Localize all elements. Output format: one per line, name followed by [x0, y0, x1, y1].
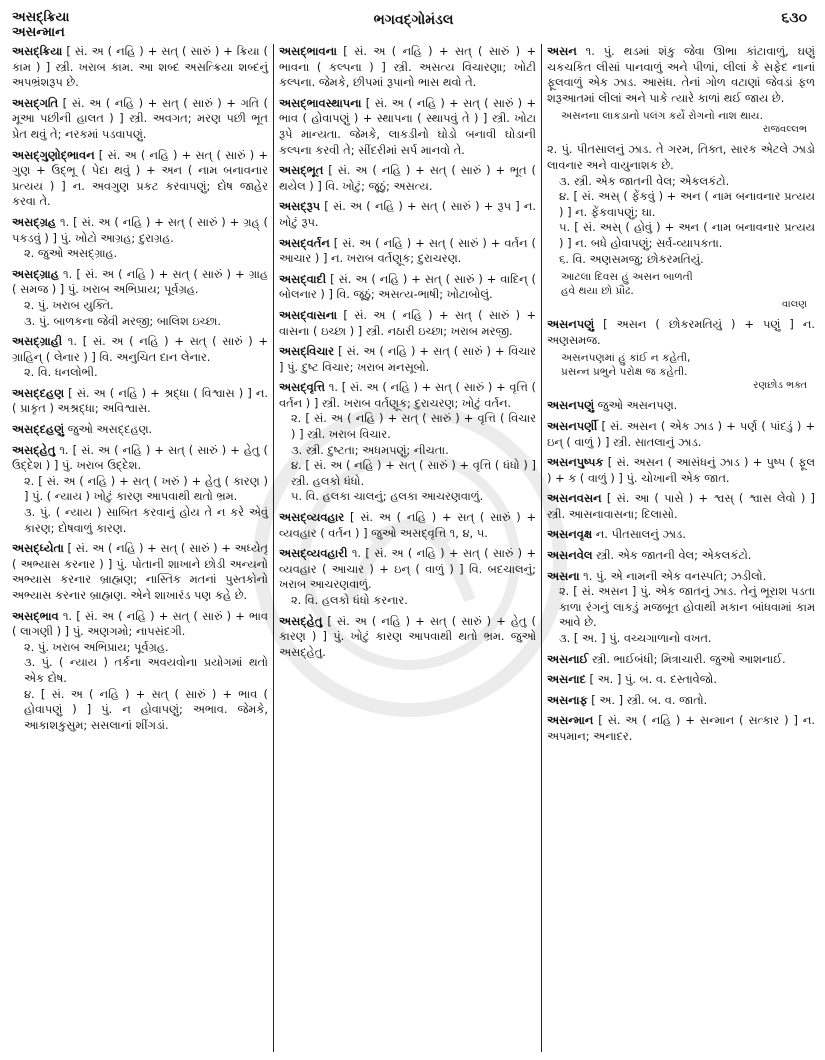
- entry-headword: અસના: [547, 568, 580, 583]
- entry-headword: અસદ્‌દહણું: [12, 422, 65, 437]
- entry-headword: અસદ્‌વર્તન: [279, 235, 330, 250]
- entry-sense: ૫. વિ. હલકા ચાલનું; હલકા આચરણવાળું.: [291, 489, 484, 504]
- entry-sense: ૨. પું. ખરાબ યુક્તિ.: [24, 297, 114, 312]
- column-3: [542, 44, 815, 1052]
- entry-definition: ૧. પું. એ નામની એક વનસ્પતિ; ઝડીલો.: [579, 568, 767, 583]
- entry-sense: ૩. [ અ. ] પું. વચ્ચગાળાનો વખત.: [559, 631, 712, 646]
- quotation-line: અસનપણમાં હું કાંઈ ન કહેતી,: [561, 352, 691, 365]
- page-header: [12, 6, 815, 40]
- entry-definition: ૧. પું. થડમાં શંકુ જેવા ઊભા કાંટાવાળું, ઘણું ચકચકિત લીસાં પાનવાળું અને પીળાં, લીલાં કે સફેદ નાનાં ફૂલવાળું એક ઝાડ. આસંધ. તેનાં ગોળ વટાણાં જેવડાં ફળ શરૂઆતમાં લીલાં અને પાકે ત્યારે કાળાં થઈ જાય છે.: [547, 44, 815, 105]
- entry-sense: ૨. જુઓ અસદ્‌ગ્રાહ.: [24, 246, 118, 261]
- entry-definition: [ સં. અ ( નહિ ) + સત્ ( સારું ) + રૂપ ] ન. ખોટું રૂપ.: [279, 199, 536, 229]
- dictionary-entry: [12, 44, 268, 91]
- entry-headword: અસદ્‌હેતુ: [279, 613, 323, 628]
- entry-headword: અસદ્‌દહણ: [12, 385, 65, 400]
- dictionary-entry: [547, 455, 815, 486]
- entry-sense: ૩. પું. ( ન્યાય ) તર્કના અવયવોના પ્રયોગમાં થતો એક દોષ.: [24, 655, 268, 685]
- dictionary-entry: [547, 672, 815, 688]
- dictionary-entry: [279, 44, 536, 91]
- entry-sense: ૨. વિ. હલકો ધંધો કરનાર.: [291, 593, 408, 607]
- entry-headword: અસદ્‌વાદી: [279, 271, 327, 286]
- quotation-line: અસનના લાકડાનો પલંગ કર્યે રોગનો નાશ થાય.: [561, 110, 763, 123]
- entry-headword: અસદ્‌વ્યવહાર: [279, 510, 345, 525]
- entry-definition: [ સં. અ ( નહિ ) + સત્ ( સારું ) + ભાવ ( હોવાપણું ) + સ્થાપના ( સ્થાપવું તે ) ] સ્ત્રી. ખોટા રૂપે માન્યતા. જેમકે, લાકડીનો ઘોડો બનાવી ઘોડાની કલ્પના કરવી તે; સીંદરીમાં સર્પ માનવો તે.: [279, 95, 536, 157]
- entry-definition: [ સં. અ ( નહિ ) + સત્ ( સારું ) + વર્તન ( આચાર ) ] ન. ખરાબ વર્તણૂક; દુરાચરણ.: [279, 235, 536, 266]
- dictionary-entry: [547, 713, 815, 744]
- guide-word-last: અસન્માન: [12, 25, 65, 40]
- dictionary-entry: [12, 267, 268, 329]
- dictionary-entry: [12, 541, 268, 603]
- entry-headword: અસન્માન: [547, 713, 594, 728]
- entry-definition: ૧. [ સં. અ ( નહિ ) + સત્ ( સારું ) + ગ્રાહિન્ ( લેનાર ) ] વિ. અનુચિત દાન લેનાર.: [12, 334, 268, 364]
- quotation-source: રણછોડ ભક્ત: [753, 380, 807, 392]
- entry-definition: [ સં. અ ( નહિ ) + સત્ ( સારું ) + વ્યવહાર ( વર્તન ) ] જુઓ અસદ્‌વૃત્તિ ૧, ૪, ૫.: [279, 510, 536, 540]
- entry-sense: ૩. સ્ત્રી. એક જાતની વેલ; એકલકંટો.: [559, 173, 730, 188]
- entry-headword: અસનવસન: [547, 491, 602, 506]
- dictionary-entry: [547, 693, 815, 709]
- column-1: [12, 44, 274, 1052]
- dictionary-entry: [12, 422, 268, 438]
- dictionary-entry: [547, 652, 815, 668]
- dictionary-entry: [279, 272, 536, 303]
- dictionary-entry: [547, 569, 815, 647]
- dictionary-entry: [547, 317, 815, 348]
- entry-headword: અસદ્‌વિચાર: [279, 344, 335, 359]
- entry-definition: ન. પીતસાલનું ઝાડ.: [592, 527, 686, 542]
- entry-headword: અસદ્‌ગ્રહ: [12, 214, 57, 229]
- entry-definition: [ સં. અ ( નહિ ) + સત્ ( સારું ) + વાસના ( ઇચ્છા ) ] સ્ત્રી. નઠારી ઇચ્છા; ખરાબ મરજી.: [279, 307, 536, 338]
- dictionary-title: ભગવદ્‌ગોમંડલ: [373, 12, 454, 28]
- entry-sense: ૨. વિ. ધનલોભી.: [24, 365, 98, 380]
- entry-definition: [ સં. અ ( નહિ ) + સત્ ( સારું ) + ભૂત ( થયેલ ) ] વિ. ખોટું; જૂઠું; અસત્ય.: [279, 163, 536, 193]
- entry-definition: સ્ત્રી. ભાઈબંધી; મિત્રાચારી. જુઓ આશનાઈ.: [588, 651, 786, 666]
- dictionary-entry: [12, 609, 268, 734]
- entry-sense: ૩. પું. ( ન્યાય ) સાબિત કરવાનું હોય તે ન કરે એવું કારણ; દોષવાળું કારણ.: [24, 505, 268, 535]
- entry-definition: ૧. [ સં. અ ( નહિ ) + સત્ ( સારું ) + હેતુ ( ઉદ્દેશ ) ] પું. ખરાબ ઉદ્દેશ.: [12, 442, 268, 473]
- entry-sense: ૪. [ સં. અસ્ ( ફેંકવું ) + અન ( નામ બનાવનાર પ્રત્યય ) ] ન. ફેંકવાપણું; ઘા.: [559, 189, 815, 219]
- entry-definition: સ્ત્રી. એક જાતની વેલ; એકલકંટો.: [592, 548, 752, 563]
- quotation: [547, 109, 815, 137]
- dictionary-entry: [279, 199, 536, 230]
- entry-definition: [ સં. અ ( નહિ ) + સત્ ( સારું ) + ક્રિયા ( કામ ) ] સ્ત્રી. ખરાબ કામ. આ શબ્દ અસત્ક્રિયા શબ્દનું અપભ્રંશરૂપ છે.: [12, 44, 268, 90]
- entry-headword: અસદ્‌ભાવ: [12, 608, 59, 623]
- entry-definition: [ સં. અ ( નહિ ) + સત્ ( સારું ) + વિચાર ] પું. દુષ્ટ વિચાર; ખરાબ મનસૂબો.: [279, 344, 536, 374]
- column-2: [274, 44, 542, 1052]
- dictionary-entry: [547, 527, 815, 543]
- dictionary-entry: [279, 163, 536, 194]
- dictionary-entry: [547, 419, 815, 450]
- entry-headword: અસદ્‌વૃત્તિ: [279, 380, 325, 395]
- entry-headword: અસનાઈ: [547, 651, 589, 666]
- dictionary-entry: [279, 380, 536, 505]
- guide-word-first: અસદ્‌ક્રિયા: [12, 10, 70, 25]
- dictionary-entry: [12, 334, 268, 381]
- entry-headword: અસદ્ધ્યેતા: [12, 541, 64, 556]
- entry-sense: ૩. પું. બાળકના જેવી મરજી; બાલિશ ઇચ્છા.: [24, 313, 222, 328]
- entry-definition: [ સં. અ ( નહિ ) + સત્ ( સારું ) + હેતુ ( કારણ ) ] પું. ખોટું કારણ આપવાથી થતો ભ્રમ. જુઓ અસદ્‌હેતુ.: [279, 613, 536, 659]
- entry-definition: [ સં. અ ( નહિ ) + સત્ ( સારું ) + અધ્યેતૃ ( અભ્યાસ કરનાર ) ] પું. પોતાની શાખાને છોડી અન્યનો અભ્યાસ કરનાર બ્રાહ્મણ; નાસ્તિક મતનાં પુસ્તકોનો અભ્યાસ કરનાર બ્રાહ્મણ. એને શાખારંડ પણ કહે છે.: [12, 541, 268, 602]
- dictionary-entry: [12, 215, 268, 262]
- entry-definition: [ સં. અસન ( આસંધનું ઝાડ ) + પુષ્પ ( ફૂલ ) + ક ( વાળું ) ] પું. ચોખાની એક જાત.: [547, 455, 815, 485]
- entry-sense: ૬. વિ. અણસમજુ; છોકરમતિયું.: [559, 251, 704, 266]
- entry-headword: અસદ્‌ભાવસ્થાપના: [279, 95, 362, 110]
- entry-sense: ૩. સ્ત્રી. દુષ્ટતા; અધમપણું; નીચતા.: [291, 442, 449, 457]
- entry-sense: ૨. પું. ખરાબ અભિપ્રાય; પૂર્વગ્રહ.: [24, 639, 169, 654]
- entry-headword: અસદ્‌વ્યવહારી: [279, 546, 348, 561]
- entry-headword: અસદ્‌ગ્રાહી: [12, 334, 63, 349]
- entry-definition: ૧. [ સં. અ ( નહિ ) + સત્ ( સારું ) + ગ્રાહ ( સમજ ) ] પું. ખરાબ અભિપ્રાય; પૂર્વગ્રહ.: [12, 266, 268, 297]
- entry-definition: [ સં. અ ( નહિ ) + સત્ ( સારું ) + ગુણ + ઉદ્‌ભૂ ( પેદા થવું ) + અન ( નામ બનાવનાર પ્રત્યય ) ] ન. અવગુણ પ્રકટ કરવાપણું; દોષ જાહેર કરવા તે.: [12, 147, 268, 209]
- dictionary-entry: [547, 44, 815, 106]
- entry-definition: ૨. પું. પીતસાલનું ઝાડ. તે ગરમ, તિક્ત, સારક એટલે ઝાડો લાવનાર અને વાયુનાશક છે.: [547, 142, 815, 172]
- dictionary-entry: [279, 308, 536, 339]
- entry-sense: ૨. [ સં. અ ( નહિ ) + સત્ ( સારું ) + વૃત્તિ ( વિચાર ) ] સ્ત્રી. ખરાબ વિચાર.: [291, 411, 536, 442]
- entry-headword: અસદ્‌ગુણોદ્‌ભાવન: [12, 147, 95, 162]
- entry-headword: અસદ્‌ક્રિયા: [12, 44, 63, 58]
- dictionary-entry: [547, 548, 815, 564]
- entry-definition: ૧. [ સં. અ ( નહિ ) + સત્ ( સારું ) + ગ્રહ્ ( પકડવું ) ] પું. ખોટો આગ્રહ; દુરાગ્રહ.: [12, 214, 268, 245]
- entry-headword: અસદ્‌હેતુ: [12, 442, 56, 457]
- dictionary-entry: [12, 386, 268, 417]
- dictionary-entry: [279, 96, 536, 158]
- entry-sense: ૨. [ સં. અસન ] પું. એક જાતનું ઝાડ. તેનું ભૂરાશ પડતા કાળા રંગનું લાકડું મજબૂત હોવાથી મકાન બાંધવામાં કામ આવે છે.: [559, 584, 815, 630]
- entry-definition: ૧. [ સં. અ ( નહિ ) + સત્ ( સારું ) + વૃત્તિ ( વર્તન ) ] સ્ત્રી. ખરાબ વર્તણૂક; દુરાચરણ; ખોટું વર્તન.: [279, 380, 536, 410]
- entry-headword: અસનાફ: [547, 692, 588, 707]
- quotation: [547, 351, 815, 393]
- entry-headword: અસનપર્ણી: [547, 418, 598, 433]
- entry-definition: [ સં. અ ( નહિ ) + સત્ ( સારું ) + ભાવના ( કલ્પના ) ] સ્ત્રી. અસત્ય વિચારણા; ખોટી કલ્પના. જેમકે, છીપમાં રૂપાનો ભાસ થવો તે.: [279, 44, 536, 90]
- entry-headword: અસનપુષ્પક: [547, 455, 604, 470]
- entry-headword: અસદ્‌ભાવના: [279, 44, 337, 58]
- dictionary-entry: [12, 148, 268, 210]
- quotation-source: રાજવલ્લભ: [762, 124, 807, 136]
- entry-headword: અસન: [547, 44, 577, 58]
- dictionary-entry: [279, 614, 536, 661]
- quotation-line: આટલા દિવસ હું અસન બાળતી: [561, 271, 693, 284]
- entry-definition: [ સં. અ ( નહિ ) + સત્ ( સારું ) + ગતિ ( મૂઆ પછીની હાલત ) ] સ્ત્રી. અવગત; મરણ પછી ભૂત પ્રેત થવું તે; નરકમાં પડવાપણું.: [12, 95, 268, 141]
- entry-definition: [ અ. ] પું. બ. વ. દસ્તાવેજો.: [585, 672, 717, 687]
- entry-headword: અસદ્‌વાસના: [279, 307, 338, 322]
- entry-headword: અસદ્‌ભૂત: [279, 163, 324, 178]
- dictionary-entry: [12, 96, 268, 143]
- entry-headword: અસદ્‌ગ્રાહ: [12, 266, 59, 281]
- entry-headword: અસદ્‌ગતિ: [12, 95, 59, 110]
- entry-headword: અસદ્‌રૂપ: [279, 199, 321, 214]
- entry-sense: ૨. [ સં. અ ( નહિ ) + સત્ ( ખરું ) + હેતુ ( કારણ ) ] પું. ( ન્યાય ) ખોટું કારણ આપવાથી થતો ભ્રમ.: [24, 473, 268, 504]
- quotation-source: વાલણ: [782, 299, 807, 311]
- page-number: ૬૩૦: [781, 10, 807, 26]
- entry-headword: અસનવેલ: [547, 548, 593, 563]
- dictionary-entry: [279, 236, 536, 267]
- quotation-line: પ્રસન્ન પ્રભુને પરોક્ષ જ કહેતી.: [561, 366, 688, 379]
- entry-definition: જુઓ અસદ્‌દહણ.: [64, 422, 153, 437]
- entry-definition: [ અસન ( છોકરમતિયું ) + પણું ] ન. અણસમજ.: [547, 317, 815, 347]
- dictionary-entry: [547, 142, 815, 267]
- dictionary-entry: [12, 443, 268, 537]
- entry-sense: ૫. [ સં. અસ્ ( હોવું ) + અન ( નામ બનાવનાર પ્રત્યય ) ] ન. બધે હોવાપણું; સર્વ-વ્યાપકતા.: [559, 220, 815, 250]
- entry-definition: [ અ. ] સ્ત્રી. બ. વ. જાતો.: [587, 692, 708, 707]
- entry-definition: [ સં. અ ( નહિ ) + સન્માન ( સત્કાર ) ] ન. અપમાન; અનાદર.: [547, 713, 815, 743]
- entry-definition: ૧. [ સં. અ ( નહિ ) + સત્ ( સારું ) + ભાવ ( લાગણી ) ] પું. અણગમો; નાપસંદગી.: [12, 608, 268, 639]
- entry-sense: ૪. [ સં. અ ( નહિ ) + સત્ ( સારું ) + વૃત્તિ ( ધંધો ) ] સ્ત્રી. હલકો ધંધો.: [291, 458, 536, 488]
- entry-sense: ૪. [ સં. અ ( નહિ ) + સત્ ( સારું ) + ભાવ ( હોવાપણું ) ] પું. ન હોવાપણું; અભાવ. જેમકે, આકાશકુસુમ; સસલાનાં શીંગડાં.: [24, 686, 268, 732]
- entry-definition: જુઓ અસનપણ.: [594, 398, 678, 413]
- entry-definition: ૧. [ સં. અ ( નહિ ) + સત્ ( સારું ) + વ્યવહાર ( આચાર ) + ઇન્ ( વાળું ) ] વિ. બદચાલનું; ખરાબ આચરણવાળું.: [279, 546, 536, 592]
- quotation-line: હવે થયા છો પ્રૌઢ.: [561, 285, 634, 298]
- entry-headword: અસનાદ: [547, 672, 586, 687]
- dictionary-entry: [279, 344, 536, 375]
- quotation: [547, 270, 815, 312]
- dictionary-entry: [279, 510, 536, 541]
- dictionary-entry: [547, 398, 815, 414]
- dictionary-entry: [279, 546, 536, 608]
- dictionary-entry: [547, 491, 815, 522]
- entry-headword: અસનવૃક્ષ: [547, 527, 593, 542]
- entry-definition: [ સં. આ ( પાસે ) + શ્વસ્ ( શ્વાસ લેવો ) ] સ્ત્રી. આસનાવાસના; દિલાસો.: [547, 491, 815, 521]
- entry-headword: અસનપણું: [547, 317, 595, 332]
- entry-definition: [ સં. અસન ( એક ઝાડ ) + પર્ણ ( પાંદડું ) + ઇન્ ( વાળું ) ] સ્ત્રી. સાતલાનું ઝાડ.: [547, 418, 815, 449]
- entry-definition: [ સં. અ ( નહિ ) + સત્ ( સારું ) + વાદિન્ ( બોલનાર ) ] વિ. જૂઠું; અસત્ય-ભાષી; ખોટાબોલું.: [279, 271, 536, 302]
- entry-definition: [ સં. અ ( નહિ ) + શ્રદ્ધા ( વિશ્વાસ ) ] ન. ( પ્રાકૃત ) અશ્રદ્ધા; અવિશ્વાસ.: [12, 385, 268, 416]
- entry-headword: અસનપણું: [547, 398, 595, 413]
- entries-columns: [12, 44, 815, 1052]
